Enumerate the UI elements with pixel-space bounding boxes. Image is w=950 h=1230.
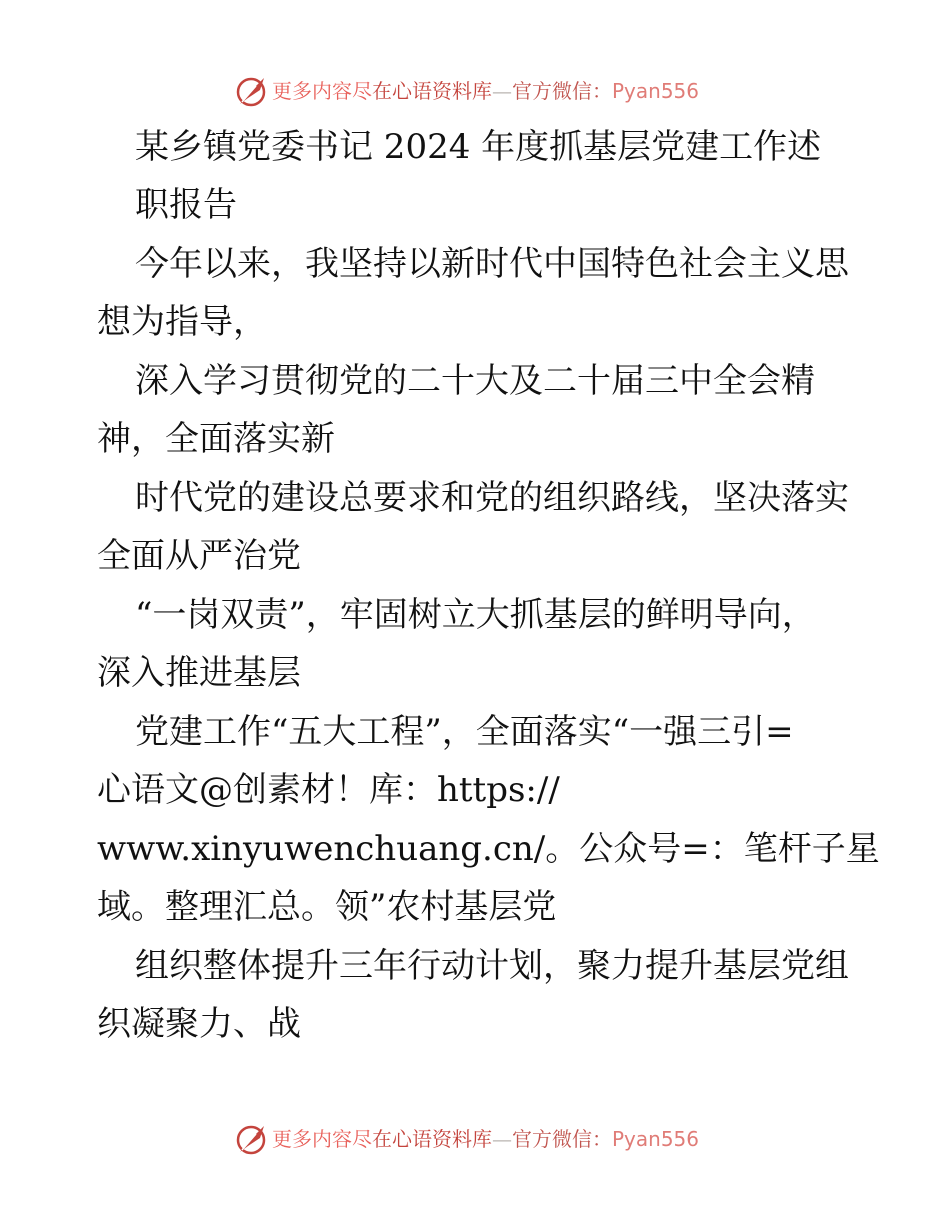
- paragraph-line: 组织整体提升三年行动计划，聚力提升基层党组: [135, 946, 849, 986]
- paragraph-line: 时代党的建设总要求和党的组织路线，坚决落实: [135, 478, 849, 518]
- paragraph-line: 深入推进基层: [97, 653, 301, 693]
- watermark-text: 更多内容尽在心语资料库—官方微信：Pyan556: [272, 1127, 700, 1151]
- quill-pen-logo-icon: [234, 74, 268, 108]
- footer-watermark: [0, 1120, 950, 1160]
- header-watermark: [0, 72, 950, 112]
- paragraph-line: “一岗双责”，牢固树立大抓基层的鲜明导向，: [135, 595, 816, 635]
- paragraph-line: 深入学习贯彻党的二十大及二十届三中全会精: [135, 361, 815, 401]
- paragraph-line: 今年以来，我坚持以新时代中国特色社会主义思: [135, 244, 849, 284]
- paragraph-line: 心语文@创素材！库：https://: [97, 770, 560, 810]
- paragraph-line: 全面从严治党: [97, 536, 301, 576]
- paragraph-line: 域。整理汇总。领”农村基层党: [97, 887, 557, 927]
- watermark-text: 更多内容尽在心语资料库—官方微信：Pyan556: [272, 79, 700, 103]
- paragraph-line: www.xinyuwenchuang.cn/。公众号=：笔杆子星: [97, 829, 880, 869]
- document-title-line-1: 某乡镇党委书记 2024 年度抓基层党建工作述: [135, 127, 822, 167]
- quill-pen-logo-icon: [234, 1122, 268, 1156]
- paragraph-line: 想为指导，: [97, 302, 267, 342]
- document-title-line-2: 职报告: [135, 185, 237, 225]
- paragraph-line: 党建工作“五大工程”，全面落实“一强三引=: [135, 712, 794, 752]
- paragraph-line: 织凝聚力、战: [97, 1004, 301, 1044]
- paragraph-line: 神，全面落实新: [97, 419, 335, 459]
